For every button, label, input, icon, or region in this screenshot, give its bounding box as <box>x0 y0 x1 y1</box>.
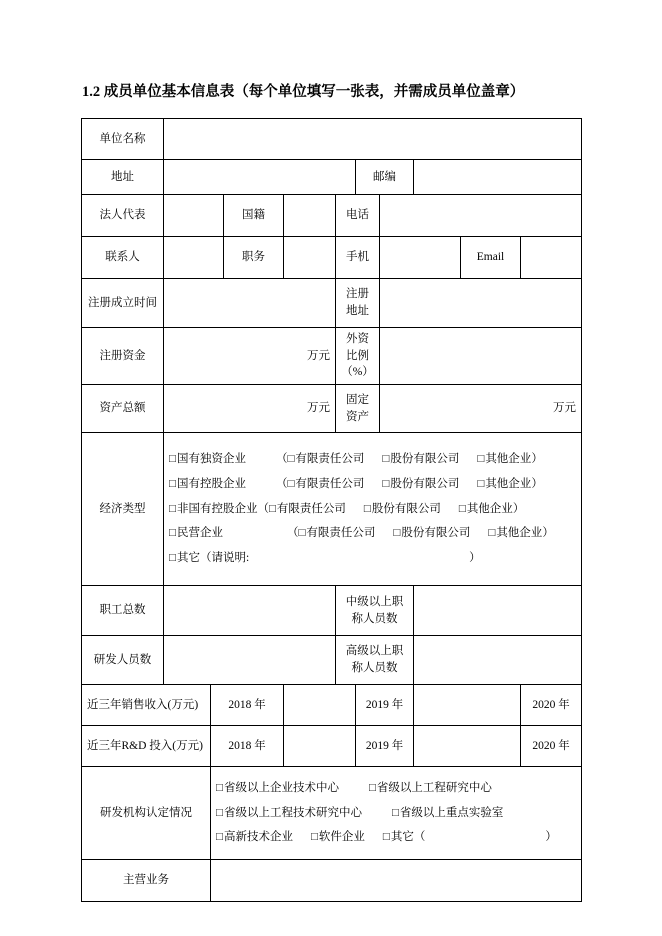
field-mid-title-count[interactable] <box>414 586 582 636</box>
field-nationality[interactable] <box>284 195 336 237</box>
economy-other-note: （请说明: <box>199 552 250 565</box>
label-sales-year-2019: 2019 年 <box>356 685 414 726</box>
field-reg-time[interactable] <box>164 279 336 328</box>
economy-close-paren: ） <box>542 527 554 540</box>
economy-option-main-label: 民营企业 <box>176 527 223 540</box>
field-position[interactable] <box>284 237 336 279</box>
label-staff-total: 职工总数 <box>82 586 164 636</box>
table-row-unit-name <box>82 119 582 160</box>
field-mobile[interactable] <box>380 237 461 279</box>
checkbox-icon[interactable]: □ <box>169 478 176 490</box>
checkbox-icon[interactable]: □ <box>298 527 306 540</box>
economy-open-paren: （ <box>257 502 269 515</box>
economy-option-main-label: 国有独资企业 <box>176 453 246 466</box>
checkbox-icon[interactable]: □ <box>393 527 401 540</box>
field-reg-capital-unit[interactable]: 万元 <box>164 328 336 385</box>
economy-sub-label: 股份有限公司 <box>401 527 471 540</box>
label-sales-year-2020: 2020 年 <box>521 685 582 726</box>
member-unit-info-table <box>81 118 582 902</box>
economy-option-row-3 <box>169 521 576 546</box>
economy-other-close: ） <box>469 552 481 565</box>
economy-close-paren: ） <box>512 502 525 515</box>
economy-open-paren: （ <box>275 478 288 490</box>
economy-option-main-label: 非国有控股企业 <box>176 502 258 515</box>
label-address: 地址 <box>82 160 164 195</box>
field-senior-title-count[interactable] <box>414 636 582 685</box>
economy-other-label: 其它 <box>176 552 200 565</box>
field-staff-total[interactable] <box>164 586 336 636</box>
checkbox-icon[interactable]: □ <box>382 478 390 490</box>
field-rd-2019[interactable] <box>414 726 521 767</box>
checkbox-icon[interactable]: □ <box>169 552 176 565</box>
economy-option-row-0 <box>169 447 576 472</box>
economy-sub-label: 有限责任公司 <box>295 453 365 466</box>
rd-org-option-label: 软件企业 <box>318 831 365 844</box>
checkbox-icon[interactable]: □ <box>169 453 176 466</box>
table-row-total-assets <box>82 385 582 433</box>
checkbox-icon[interactable]: □ <box>287 453 295 466</box>
label-legal-rep: 法人代表 <box>82 195 164 237</box>
rd-org-option-label: 其它 <box>390 831 414 844</box>
economy-sub-label: 股份有限公司 <box>390 453 460 466</box>
economy-option-row-1 <box>169 472 576 497</box>
economy-sub-label: 有限责任公司 <box>306 527 376 540</box>
label-nationality: 国籍 <box>224 195 284 237</box>
label-rd-staff: 研发人员数 <box>82 636 164 685</box>
checkbox-icon[interactable]: □ <box>216 782 223 794</box>
rd-org-option-row-0 <box>216 776 576 801</box>
field-reg-address[interactable] <box>380 279 582 328</box>
rd-org-other-close: ） <box>545 831 557 844</box>
checkbox-icon[interactable]: □ <box>287 478 295 490</box>
table-row-sales-3y <box>82 685 582 726</box>
checkbox-icon[interactable]: □ <box>310 831 318 844</box>
rd-org-option-row-2 <box>216 825 576 850</box>
table-row-legal-rep <box>82 195 582 237</box>
checkbox-icon[interactable]: □ <box>363 502 371 515</box>
label-postcode: 邮编 <box>356 160 414 195</box>
label-reg-time: 注册成立时间 <box>82 279 164 328</box>
table-row-reg-time <box>82 279 582 328</box>
checkbox-icon[interactable]: □ <box>488 527 496 540</box>
rd-org-option-label: 省级以上企业技术中心 <box>223 782 339 794</box>
economy-sub-label: 股份有限公司 <box>390 478 460 490</box>
label-rd-invest-3y: 近三年R&D 投入(万元) <box>82 726 211 767</box>
field-rd-2018[interactable] <box>284 726 356 767</box>
label-fixed-assets: 固定资产 <box>336 385 380 433</box>
table-row-rd-invest-3y <box>82 726 582 767</box>
field-email[interactable] <box>521 237 582 279</box>
field-economy-type-options <box>164 433 582 586</box>
economy-sub-label: 有限责任公司 <box>276 502 346 515</box>
table-row-reg-capital <box>82 328 582 385</box>
label-unit-name: 单位名称 <box>82 119 164 160</box>
economy-open-paren: （ <box>275 453 288 466</box>
rd-org-other-open: （ <box>413 831 426 844</box>
page-title: 1.2 成员单位基本信息表（每个单位填写一张表，并需成员单位盖章） <box>82 84 525 100</box>
table-row-rd-org-cert <box>82 767 582 860</box>
table-row-contact <box>82 237 582 279</box>
field-fixed-assets-unit[interactable]: 万元 <box>380 385 582 433</box>
economy-sub-label: 其他企业 <box>485 453 532 466</box>
rd-org-option-label: 省级以上工程技术研究中心 <box>223 806 362 819</box>
table-row-address <box>82 160 582 195</box>
field-foreign-ratio[interactable] <box>380 328 582 385</box>
field-phone[interactable] <box>380 195 582 237</box>
economy-sub-label: 其他企业 <box>466 502 513 515</box>
field-rd-staff[interactable] <box>164 636 336 685</box>
table-row-staff-total <box>82 586 582 636</box>
checkbox-icon[interactable]: □ <box>268 502 276 515</box>
economy-sub-label: 有限责任公司 <box>295 478 365 490</box>
economy-sub-label: 股份有限公司 <box>371 502 441 515</box>
rd-org-option-label: 省级以上工程研究中心 <box>376 782 492 794</box>
economy-close-paren: ） <box>531 453 543 466</box>
checkbox-icon[interactable]: □ <box>477 453 485 466</box>
label-economy-type: 经济类型 <box>82 433 164 586</box>
label-position: 职务 <box>224 237 284 279</box>
economy-close-paren: ） <box>531 478 543 490</box>
field-total-assets-unit[interactable]: 万元 <box>164 385 336 433</box>
field-contact[interactable] <box>164 237 224 279</box>
economy-option-main-label: 国有控股企业 <box>176 478 246 490</box>
label-mid-title-count: 中级以上职称人员数 <box>336 586 414 636</box>
field-postcode[interactable] <box>414 160 582 195</box>
economy-open-paren: （ <box>286 527 299 540</box>
checkbox-icon[interactable]: □ <box>477 478 485 490</box>
field-legal-rep[interactable] <box>164 195 224 237</box>
economy-option-row-other <box>169 546 576 571</box>
label-reg-address: 注册地址 <box>336 279 380 328</box>
checkbox-icon[interactable]: □ <box>382 831 390 844</box>
label-sales-3y: 近三年销售收入(万元) <box>82 685 211 726</box>
checkbox-icon[interactable]: □ <box>216 806 223 819</box>
field-main-business[interactable] <box>211 860 582 902</box>
checkbox-icon[interactable]: □ <box>458 502 466 515</box>
table-row-main-business <box>82 860 582 902</box>
label-rd-year-2020: 2020 年 <box>521 726 582 767</box>
checkbox-icon[interactable]: □ <box>169 527 176 540</box>
checkbox-icon[interactable]: □ <box>391 806 399 819</box>
label-main-business: 主营业务 <box>82 860 211 902</box>
rd-org-option-label: 高新技术企业 <box>223 831 293 844</box>
rd-org-option-row-1 <box>216 801 576 826</box>
label-rd-year-2019: 2019 年 <box>356 726 414 767</box>
field-sales-2019[interactable] <box>414 685 521 726</box>
field-address[interactable] <box>164 160 356 195</box>
economy-sub-label: 其他企业 <box>485 478 532 490</box>
economy-option-row-2 <box>169 497 576 522</box>
checkbox-icon[interactable]: □ <box>169 502 176 515</box>
economy-sub-label: 其他企业 <box>496 527 543 540</box>
label-mobile: 手机 <box>336 237 380 279</box>
field-unit-name[interactable] <box>164 119 582 160</box>
label-contact: 联系人 <box>82 237 164 279</box>
label-total-assets: 资产总额 <box>82 385 164 433</box>
label-email: Email <box>461 237 521 279</box>
checkbox-icon[interactable]: □ <box>382 453 390 466</box>
label-sales-year-2018: 2018 年 <box>211 685 284 726</box>
label-foreign-ratio: 外资比例（%） <box>336 328 380 385</box>
checkbox-icon[interactable]: □ <box>216 831 223 844</box>
label-reg-capital: 注册资金 <box>82 328 164 385</box>
field-sales-2018[interactable] <box>284 685 356 726</box>
checkbox-icon[interactable]: □ <box>368 782 376 794</box>
table-row-rd-staff <box>82 636 582 685</box>
table-row-economy-type <box>82 433 582 586</box>
label-senior-title-count: 高级以上职称人员数 <box>336 636 414 685</box>
field-rd-org-options <box>211 767 582 860</box>
rd-org-option-label: 省级以上重点实验室 <box>399 806 504 819</box>
label-phone: 电话 <box>336 195 380 237</box>
label-rd-year-2018: 2018 年 <box>211 726 284 767</box>
label-rd-org-cert: 研发机构认定情况 <box>82 767 211 860</box>
